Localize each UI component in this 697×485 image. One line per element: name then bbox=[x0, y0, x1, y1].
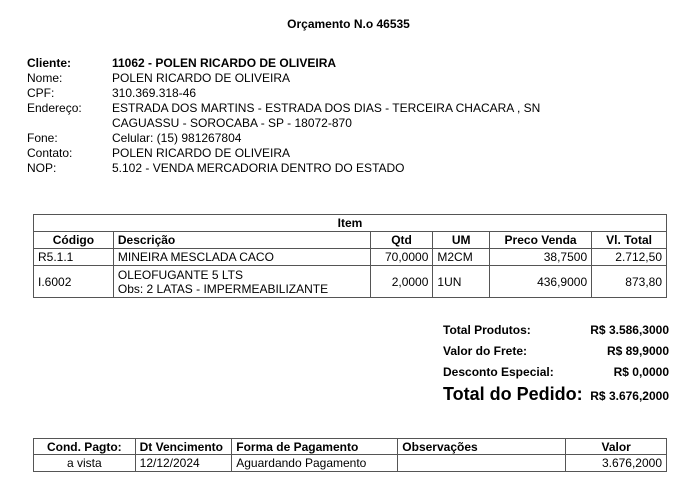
cell-preco: 436,9000 bbox=[490, 266, 592, 298]
cell-dt-vencimento: 12/12/2024 bbox=[135, 455, 232, 472]
cell-codigo: I.6002 bbox=[34, 266, 114, 298]
cell-obs: Obs: 2 LATAS - IMPERMEABILIZANTE bbox=[117, 281, 329, 296]
cell-descricao: OLEOFUGANTE 5 LTS bbox=[117, 267, 244, 282]
total-pedido-label: Total do Pedido: bbox=[443, 384, 583, 404]
cpf-label: CPF: bbox=[27, 86, 55, 100]
cell-valor: 3.676,2000 bbox=[566, 455, 667, 472]
col-qtd: Qtd bbox=[370, 232, 433, 249]
cliente-value: 11062 - POLEN RICARDO DE OLIVEIRA bbox=[112, 56, 337, 70]
contato-value: POLEN RICARDO DE OLIVEIRA bbox=[112, 146, 291, 160]
totals-block bbox=[443, 323, 669, 410]
cell-preco: 38,7500 bbox=[490, 249, 592, 266]
items-group-header: Item bbox=[34, 215, 667, 232]
col-preco: Preco Venda bbox=[490, 232, 592, 249]
table-row bbox=[34, 249, 667, 266]
total-pedido-value: R$ 3.676,2000 bbox=[590, 389, 669, 403]
cell-forma-pagamento: Aguardando Pagamento bbox=[232, 455, 398, 472]
cell-descricao: MINEIRA MESCLADA CACO bbox=[113, 249, 370, 266]
nop-label: NOP: bbox=[27, 161, 57, 175]
cell-um: 1UN bbox=[433, 266, 490, 298]
cell-qtd: 2,0000 bbox=[370, 266, 433, 298]
col-cond-pagto: Cond. Pagto: bbox=[34, 439, 136, 455]
contato-row bbox=[27, 146, 540, 161]
items-table bbox=[33, 214, 667, 298]
endereco-row-2 bbox=[27, 116, 540, 131]
cell-cond-pagto: a vista bbox=[34, 455, 136, 472]
cell-observacoes bbox=[398, 455, 566, 472]
customer-info bbox=[27, 56, 540, 176]
cell-codigo: R5.1.1 bbox=[34, 249, 114, 266]
nome-label: Nome: bbox=[27, 71, 63, 85]
cell-descricao-multiline bbox=[113, 266, 370, 298]
total-produtos-row bbox=[443, 323, 669, 344]
cell-total: 873,80 bbox=[592, 266, 667, 298]
nome-value: POLEN RICARDO DE OLIVEIRA bbox=[112, 71, 291, 85]
table-row bbox=[34, 455, 667, 472]
col-um: UM bbox=[433, 232, 490, 249]
endereco-line2: CAGUASSU - SOROCABA - SP - 18072-870 bbox=[112, 116, 352, 130]
col-total: Vl. Total bbox=[592, 232, 667, 249]
cell-total: 2.712,50 bbox=[592, 249, 667, 266]
desconto-row bbox=[443, 365, 669, 386]
document-title: Orçamento N.o 46535 bbox=[287, 17, 410, 31]
endereco-row bbox=[27, 101, 540, 116]
col-dt-vencimento: Dt Vencimento bbox=[135, 439, 232, 455]
col-observacoes: Observações bbox=[398, 439, 566, 455]
col-codigo: Código bbox=[34, 232, 114, 249]
cpf-row bbox=[27, 86, 540, 101]
desconto-value: R$ 0,0000 bbox=[613, 365, 669, 379]
payment-header-row bbox=[34, 439, 667, 455]
fone-row bbox=[27, 131, 540, 146]
cliente-label: Cliente: bbox=[27, 56, 72, 70]
total-pedido-row bbox=[443, 386, 669, 410]
valor-frete-label: Valor do Frete: bbox=[443, 344, 528, 358]
payment-table bbox=[33, 438, 667, 472]
endereco-label: Endereço: bbox=[27, 101, 82, 115]
col-valor: Valor bbox=[566, 439, 667, 455]
cell-qtd: 70,0000 bbox=[370, 249, 433, 266]
cell-um: M2CM bbox=[433, 249, 490, 266]
cliente-row bbox=[27, 56, 540, 71]
nome-row bbox=[27, 71, 540, 86]
total-produtos-label: Total Produtos: bbox=[443, 323, 531, 337]
fone-value: Celular: (15) 981267804 bbox=[112, 131, 242, 145]
items-header-row bbox=[34, 232, 667, 249]
total-produtos-value: R$ 3.586,3000 bbox=[590, 323, 669, 337]
nop-value: 5.102 - VENDA MERCADORIA DENTRO DO ESTADO bbox=[112, 161, 405, 175]
table-row bbox=[34, 266, 667, 298]
desconto-label: Desconto Especial: bbox=[443, 365, 554, 379]
fone-label: Fone: bbox=[27, 131, 58, 145]
valor-frete-value: R$ 89,9000 bbox=[606, 344, 669, 358]
contato-label: Contato: bbox=[27, 146, 73, 160]
endereco-line1: ESTRADA DOS MARTINS - ESTRADA DOS DIAS - TERCEIRA CHACARA , SN bbox=[112, 101, 541, 115]
col-forma-pagamento: Forma de Pagamento bbox=[232, 439, 398, 455]
cpf-value: 310.369.318-46 bbox=[112, 86, 197, 100]
valor-frete-row bbox=[443, 344, 669, 365]
col-descricao: Descrição bbox=[113, 232, 370, 249]
nop-row bbox=[27, 161, 540, 176]
